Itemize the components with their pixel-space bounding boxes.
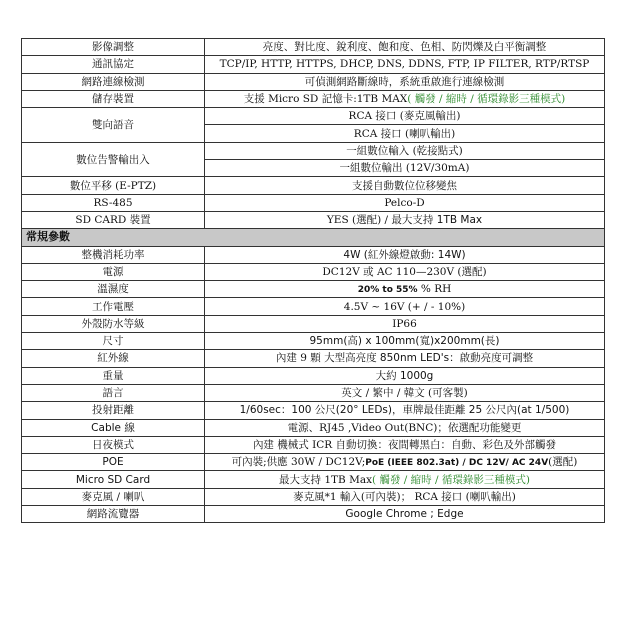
row-value: 一組數位輸入 (乾接點式) [205,142,605,159]
row-label: 數位告警輸出入 [22,142,205,177]
row-label: 尺寸 [22,333,205,350]
table-row [22,454,605,471]
table-row [22,488,605,505]
row-label: 紅外線 [22,350,205,367]
row-value: 95mm(高) x 100mm(寬)x200mm(長) [205,333,605,350]
table-row [22,142,605,159]
row-value: 大約 1000g [205,367,605,384]
value-text: (選配) [548,455,578,468]
section-title: 常規參數 [22,229,605,246]
table-row [22,333,605,350]
row-value: IP66 [205,315,605,332]
value-text: 內建 9 顆 大型高亮度 [275,352,377,365]
row-value: DC12V 或 AC 110—230V (選配) [205,263,605,280]
table-row [22,90,605,107]
row-label: 語言 [22,384,205,401]
row-value [205,90,605,107]
row-value [205,471,605,488]
row-label: 工作電壓 [22,298,205,315]
value-text: 1TB Max [436,214,483,227]
row-label: RS-485 [22,194,205,211]
table-row [22,315,605,332]
row-label: 麥克風 / 喇叭 [22,488,205,505]
table-row [22,506,605,523]
value-text: 支援 Micro SD 記憶卡:1TB MAX [243,93,408,106]
value-text: 20% to 55% [357,284,418,295]
row-value: 4W (紅外線燈啟動: 14W) [205,246,605,263]
table-row [22,367,605,384]
row-value [205,454,605,471]
row-value: 英文 / 繁中 / 韓文 (可客製) [205,384,605,401]
row-label: 投射距離 [22,402,205,419]
row-label: SD CARD 裝置 [22,211,205,228]
row-value [205,211,605,228]
value-note: ( 觸發 / 縮時 / 循環錄影三種模式) [407,93,566,106]
row-value [205,281,605,298]
row-value: Pelco-D [205,194,605,211]
table-row [22,281,605,298]
row-value: Google Chrome ; Edge [205,506,605,523]
row-value: 內建 機械式 ICR 自動切換：夜間轉黑白：自動、彩色及外部觸發 [205,436,605,453]
table-row [22,194,605,211]
row-label: Cable 線 [22,419,205,436]
row-label: 網路連線檢測 [22,73,205,90]
table-row [22,436,605,453]
row-value: RCA 接口 (喇叭輸出) [205,125,605,142]
row-label: 整機消耗功率 [22,246,205,263]
table-row [22,263,605,280]
value-text: % RH [417,282,452,295]
row-value: 支援自動數位位移變焦 [205,177,605,194]
row-value: 一組數位輸出 (12V/30mA) [205,160,605,177]
value-note: ( 觸發 / 縮時 / 循環錄影三種模式) [372,473,530,486]
row-label: 儲存裝置 [22,90,205,107]
table-row [22,246,605,263]
row-value: 亮度、對比度、銳利度、飽和度、色相、防閃爍及白平衡調整 [205,39,605,56]
row-label: 溫濕度 [22,281,205,298]
table-row [22,73,605,90]
value-text: YES (選配) / 最大支持 [326,214,434,227]
row-label: 電源 [22,263,205,280]
row-value: 可偵測網路斷線時，系統重啟進行連線檢測 [205,73,605,90]
table-row [22,39,605,56]
row-label: 日夜模式 [22,436,205,453]
table-row [22,384,605,401]
value-text: 可內裝;供應 30W / DC12V; [231,455,366,468]
table-row [22,419,605,436]
row-label: 影像調整 [22,39,205,56]
table-row [22,56,605,73]
row-value: 電源、RJ45 ,Video Out(BNC)；依選配功能變更 [205,419,605,436]
row-value: 1/60sec：100 公尺(20° LEDs)，車牌最佳距離 25 公尺內(at 1/500) [205,402,605,419]
row-label: 雙向語音 [22,108,205,143]
row-value: RCA 接口 (麥克風輸出) [205,108,605,125]
section-header-row [22,229,605,246]
row-value [205,350,605,367]
row-label: 數位平移 (E-PTZ) [22,177,205,194]
table-row [22,471,605,488]
value-text: 850nm LED's [379,352,450,365]
value-text: PoE (IEEE 802.3at) / DC 12V/ AC 24V [365,457,549,468]
table-row [22,211,605,228]
row-value: 麥克風*1 輸入(可內裝)； RCA 接口 (喇叭輸出) [205,488,605,505]
row-label: POE [22,454,205,471]
table-row [22,298,605,315]
table-row [22,177,605,194]
table-row [22,350,605,367]
row-label: Micro SD Card [22,471,205,488]
row-label: 重量 [22,367,205,384]
table-row [22,402,605,419]
value-text: ：啟動亮度可調整 [449,352,534,365]
spec-table [21,38,605,523]
table-row [22,108,605,125]
value-text: 最大支持 1TB Max [279,473,373,486]
row-value: 4.5V ~ 16V (+ / - 10%) [205,298,605,315]
row-label: 外殼防水等級 [22,315,205,332]
row-value: TCP/IP, HTTP, HTTPS, DHCP, DNS, DDNS, FTP, IP FILTER, RTP/RTSP [205,56,605,73]
row-label: 通訊協定 [22,56,205,73]
row-label: 網路流覽器 [22,506,205,523]
